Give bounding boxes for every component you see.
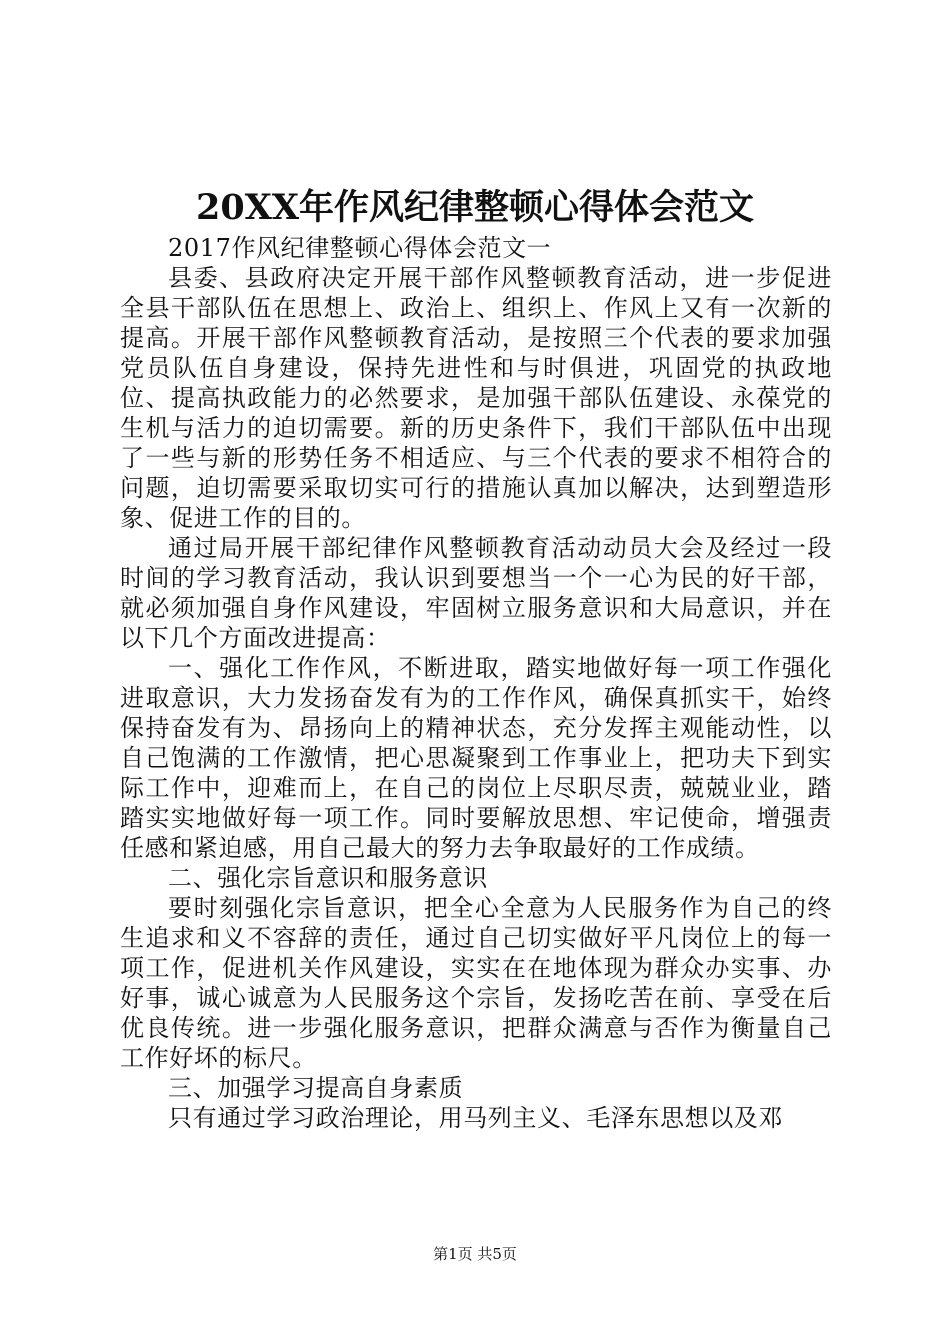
section-heading: 三、加强学习提高自身素质 [168,1074,464,1102]
paragraph: 要时刻强化宗旨意识，把全心全意为人民服务作为自己的终生追求和义不容辞的责任，通过自己切实做好平凡岗位上的每一项工作，促进机关作风建设，实实在在地体现为群众办实事、办好事，诚心诚意为人民服务这个宗旨，发扬吃苦在前、享受在后优良传统。进一步强化服务意识，把群众满意与否作为衡量自己工作好坏的标尺。 [120,894,832,1072]
paragraph-subtitle: 2017作风纪律整顿心得体会范文一 [168,234,552,262]
paragraph: 县委、县政府决定开展干部作风整顿教育活动，进一步促进全县干部队伍在思想上、政治上、组织上、作风上又有一次新的提高。开展干部作风整顿教育活动，是按照三个代表的要求加强党员队伍自身建设，保持先进性和与时俱进，巩固党的执政地位、提高执政能力的必然要求，是加强干部队伍建设、永葆党的生机与活力的迫切需要。新的历史条件下，我们干部队伍中出现了一些与新的形势任务不相适应、与三个代表的要求不相符合的问题，迫切需要采取切实可行的措施认真加以解决，达到塑造形象、促进工作的目的。 [120,264,832,532]
paragraph: 一、强化工作作风，不断进取，踏实地做好每一项工作强化进取意识，大力发扬奋发有为的工作作风，确保真抓实干，始终保持奋发有为、昂扬向上的精神状态，充分发挥主观能动性，以自己饱满的工作激情，把心思凝聚到工作事业上，把功夫下到实际工作中，迎难而上，在自己的岗位上尽职尽责，兢兢业业，踏踏实实地做好每一项工作。同时要解放思想、牢记使命，增强责任感和紧迫感，用自己最大的努力去争取最好的工作成绩。 [120,654,832,862]
paragraph: 只有通过学习政治理论，用马列主义、毛泽东思想以及邓 [168,1104,783,1132]
section-heading: 二、强化宗旨意识和服务意识 [168,864,488,892]
document-title: 20XX年作风纪律整顿心得体会范文 [195,187,755,228]
page-number-footer: 第1页 共5页 [433,1245,517,1263]
document-body [120,233,832,1133]
paragraph: 通过局开展干部纪律作风整顿教育活动动员大会及经过一段时间的学习教育活动，我认识到要想当一个一心为民的好干部，就必须加强自身作风建设，牢固树立服务意识和大局意识，并在以下几个方面改进提高： [120,534,832,652]
